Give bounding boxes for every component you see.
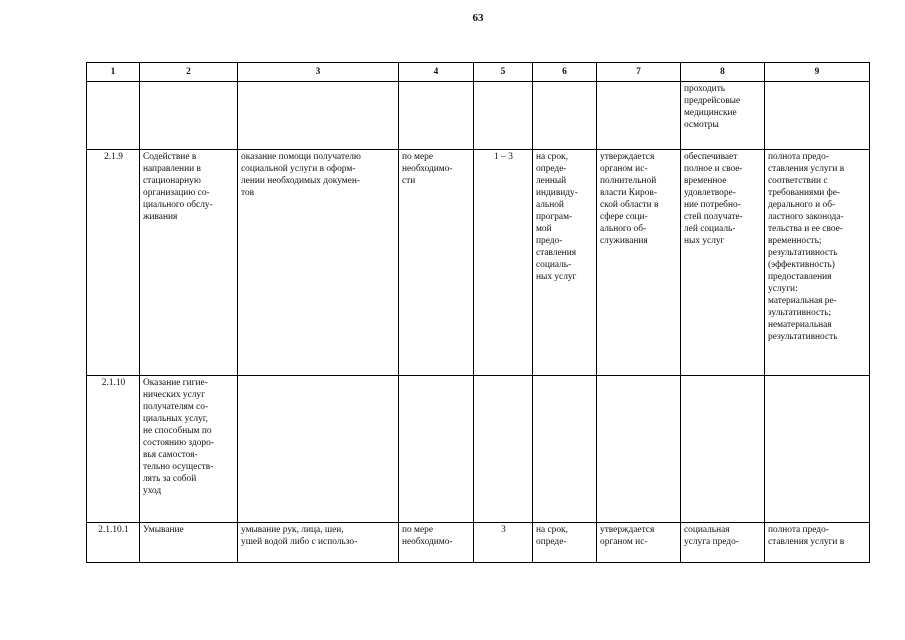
service-evaluation-cell [765,82,870,150]
service-evaluation-cell [765,376,870,523]
service-name-cell: Содействие в направлении в стационарную организацию со- циального обслу- живания [140,150,238,376]
service-description-cell [238,82,399,150]
column-header: 3 [238,63,399,82]
table-row [87,523,870,563]
service-approval-cell [597,376,681,523]
service-count-cell: 3 [474,523,533,563]
service-description-cell [238,376,399,523]
column-header: 1 [87,63,140,82]
service-term-cell [533,376,597,523]
service-approval-cell [597,82,681,150]
service-quality-cell [681,376,765,523]
service-quality-cell: обеспечивает полное и свое- временное удовлетворе- ние потребно- стей получате- лей социаль- ных услуг [681,150,765,376]
service-term-cell: на срок, опреде- ленный индивиду- альной програм- мой предо- ставления социаль- ных услуг [533,150,597,376]
service-approval-cell: утверждается органом ис- [597,523,681,563]
table-row [87,82,870,150]
column-header: 9 [765,63,870,82]
service-term-cell: на срок, опреде- [533,523,597,563]
service-code-cell: 2.1.10 [87,376,140,523]
service-code-cell: 2.1.9 [87,150,140,376]
column-header: 8 [681,63,765,82]
service-description-cell: оказание помощи получателю социальной услуги в оформ- лении необходимых докумен- тов [238,150,399,376]
service-evaluation-cell: полнота предо- ставления услуги в соответствии с требованиями фе- дерального и об- ластного законода- тельства и ее свое- временность; результативность (эффективность) предоставления услуги: материальная ре- зультативность; нематериальная результативность [765,150,870,376]
service-frequency-cell: по мере необходимо- [399,523,474,563]
service-name-cell: Умывание [140,523,238,563]
table-row [87,376,870,523]
column-header: 4 [399,63,474,82]
service-frequency-cell [399,82,474,150]
services-table [86,62,870,563]
service-count-cell: 1 – 3 [474,150,533,376]
page-number: 63 [472,12,484,24]
service-quality-cell: социальная услуга предо- [681,523,765,563]
service-count-cell [474,82,533,150]
column-header: 2 [140,63,238,82]
service-code-cell: 2.1.10.1 [87,523,140,563]
service-frequency-cell: по мере необходимо- сти [399,150,474,376]
column-header: 7 [597,63,681,82]
service-evaluation-cell: полнота предо- ставления услуги в [765,523,870,563]
service-term-cell [533,82,597,150]
service-description-cell: умывание рук, лица, шеи, ушей водой либо с использо- [238,523,399,563]
service-code-cell [87,82,140,150]
header-row [87,63,870,82]
service-frequency-cell [399,376,474,523]
service-approval-cell: утверждается органом ис- полнительной власти Киров- ской области в сфере соци- ального об- служивания [597,150,681,376]
service-quality-cell: проходить предрейсовые медицинские осмотры [681,82,765,150]
service-count-cell [474,376,533,523]
column-header: 5 [474,63,533,82]
column-header: 6 [533,63,597,82]
service-name-cell: Оказание гигие- нических услуг получателям со- циальных услуг, не способным по состоянию здоро- вья самостоя- тельно осуществ- лять за собой уход [140,376,238,523]
service-name-cell [140,82,238,150]
table-row [87,150,870,376]
